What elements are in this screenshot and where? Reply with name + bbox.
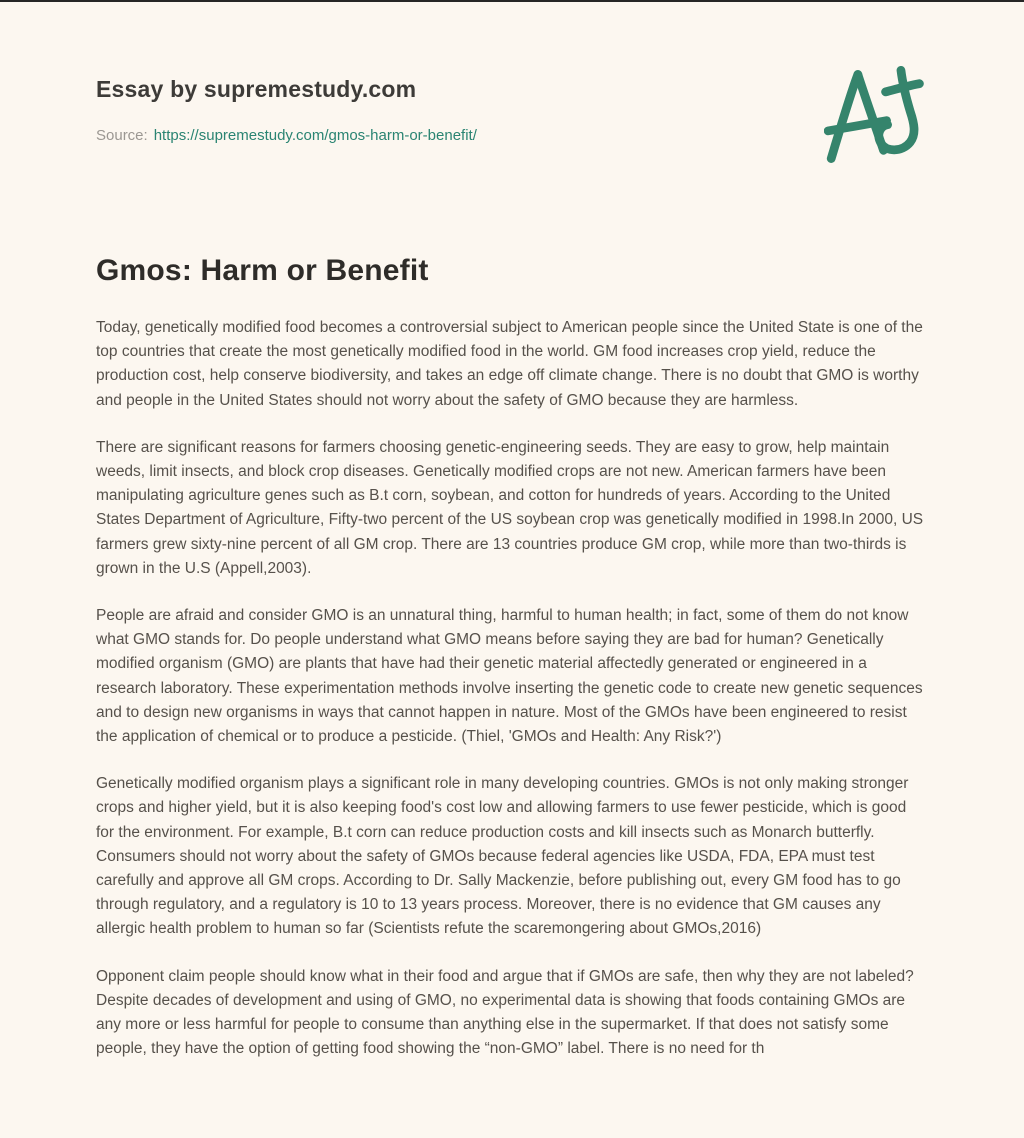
essay-paragraph: People are afraid and consider GMO is an unnatural thing, harmful to human health; in fact, some of them do not know what GMO stands for. Do people understand what GMO means before saying they are bad for human? Genetically modified organism (GMO) are plants that have had their genetic material affectedly generated or engineered in a research laboratory. These experimentation methods involve inserting the genetic code to create new genetic sequences and to design new organisms in ways that cannot happen in nature. Most of the GMOs have been engineered to resist the application of chemical or to produce a pesticide. (Thiel, 'GMOs and Health: Any Risk?'): [96, 607, 923, 746]
header-title: Essay by supremestudy.com: [96, 76, 417, 102]
essay-paragraph: Opponent claim people should know what in their food and argue that if GMOs are safe, then why they are not labeled? Despite decades of development and using of GMO, no experimental data is showing that foods containing GMOs are any more or less harmful for people to consume than anything else in the supermarket. If that does not satisfy some people, they have the option of getting food showing the “non-GMO” label. There is no need for th: [96, 967, 914, 1058]
source-label: Source:: [96, 127, 148, 144]
essay-paragraph: Genetically modified organism plays a significant role in many developing countries. GMOs is not only making stronger crops and higher yield, but it is also keeping food's cost low and allowing farmers to use fewer pesticide, which is good for the environment. For example, B.t corn can reduce production costs and kill insects such as Monarch butterfly. Consumers should not worry about the safety of GMOs because federal agencies like USDA, FDA, EPA must test carefully and approve all GM crops. According to Dr. Sally Mackenzie, before publishing out, every GM food has to go through regulatory, and a regulatory is 10 to 13 years process. Moreover, there is no evidence that GM causes any allergic health problem to human so far (Scientists refute the scaremongering about GMOs,2016): [96, 775, 909, 938]
page-header: [96, 76, 928, 144]
essay-paragraph: There are significant reasons for farmers choosing genetic-engineering seeds. They are easy to grow, help maintain weeds, limit insects, and block crop diseases. Genetically modified crops are not new. American farmers have been manipulating agriculture genes such as B.t corn, soybean, and cotton for hundreds of years. According to the United States Department of Agriculture, Fifty-two percent of the US soybean crop was genetically modified in 1998.In 2000, US farmers grew sixty-nine percent of all GM crop. There are 13 countries produce GM crop, while more than two-thirds is grown in the U.S (Appell,2003).: [96, 438, 924, 577]
essay-paragraph: Today, genetically modified food becomes a controversial subject to American people since the United State is one of the top countries that create the most genetically modified food in the world. GM food increases crop yield, reduce the production cost, help conserve biodiversity, and takes an edge off climate change. There is no doubt that GMO is worthy and people in the United States should not worry about the safety of GMO because they are harmless.: [96, 319, 923, 409]
essay-title: Gmos: Harm or Benefit: [96, 254, 429, 287]
a-plus-logo-icon: [824, 66, 942, 166]
essay-body: [96, 316, 928, 1061]
source-link[interactable]: https://supremestudy.com/gmos-harm-or-benefit/: [153, 127, 477, 144]
source-row: [96, 127, 928, 144]
